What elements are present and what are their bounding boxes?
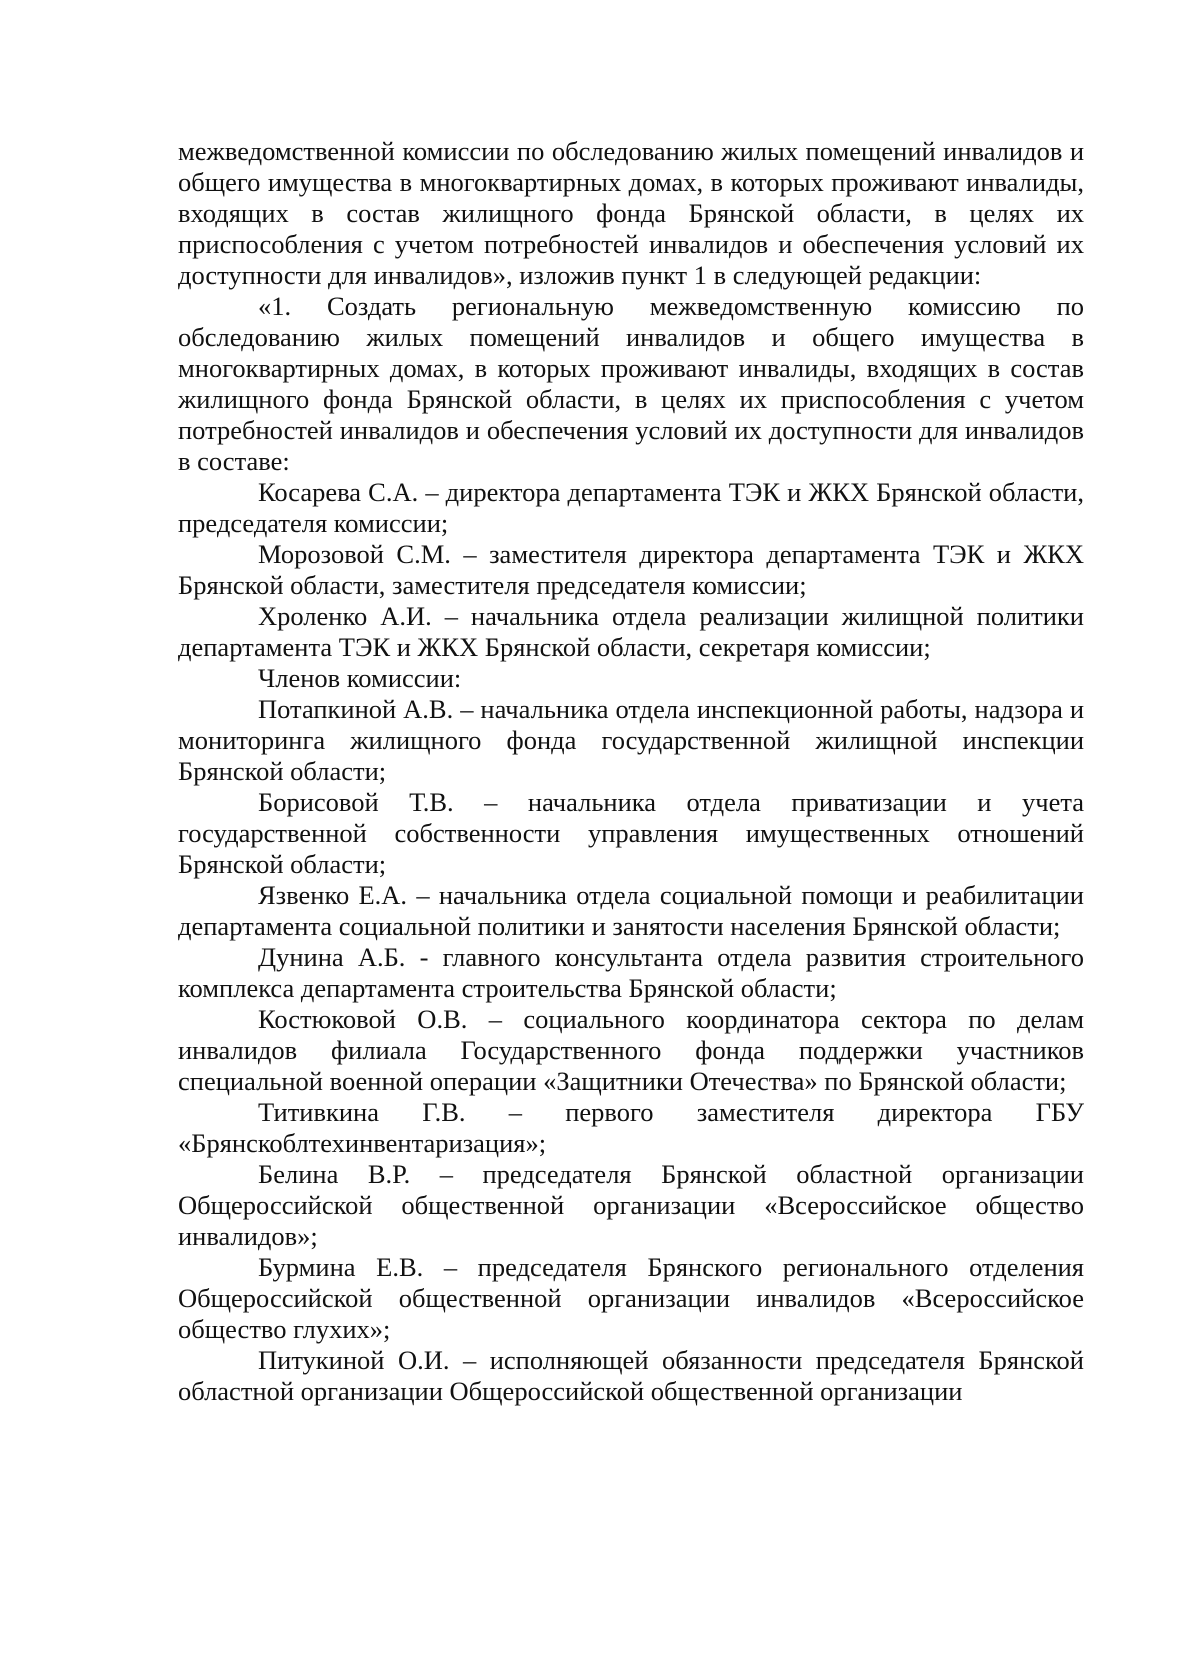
paragraph-member-potapkina: Потапкиной А.В. – начальника отдела инспекционной работы, надзора и мониторинга жилищного фонда государственной жилищной инспекции Брянской области; (178, 694, 1084, 786)
paragraph-member-dunin: Дунина А.Б. - главного консультанта отдела развития строительного комплекса департамента строительства Брянской области; (178, 942, 1084, 1003)
paragraph-members-heading: Членов комиссии: (258, 663, 462, 693)
paragraph-member-kostyukova: Костюковой О.В. – социального координатора сектора по делам инвалидов филиала Государственного фонда поддержки участников специальной военной операции «Защитники Отечества» по Брянской области; (178, 1004, 1084, 1096)
paragraph-intro: межведомственной комиссии по обследованию жилых помещений инвалидов и общего имущества в многоквартирных домах, в которых проживают инвалиды, входящих в состав жилищного фонда Брянской области, в целях их приспособления с учетом потребностей инвалидов и обеспечения условий их доступности для инвалидов», изложив пункт 1 в следующей редакции: (178, 136, 1084, 290)
paragraph-member-morozova: Морозовой С.М. – заместителя директора департамента ТЭК и ЖКХ Брянской области, заместителя председателя комиссии; (178, 539, 1084, 600)
paragraph-item-1: «1. Создать региональную межведомственную комиссию по обследованию жилых помещений инвалидов и общего имущества в многоквартирных домах, в которых проживают инвалиды, входящих в состав жилищного фонда Брянской области, в целях их приспособления с учетом потребностей инвалидов и обеспечения условий их доступности для инвалидов в составе: (178, 291, 1084, 476)
document-body (178, 136, 1084, 1407)
paragraph-member-khrolenko: Хроленко А.И. – начальника отдела реализации жилищной политики департамента ТЭК и ЖКХ Брянской области, секретаря комиссии; (178, 601, 1084, 662)
paragraph-member-kosarev: Косарева С.А. – директора департамента ТЭК и ЖКХ Брянской области, председателя комиссии; (178, 477, 1084, 538)
paragraph-member-pitukina: Питукиной О.И. – исполняющей обязанности председателя Брянской областной организации Общероссийской общественной организации (178, 1345, 1084, 1406)
paragraph-member-burmin: Бурмина Е.В. – председателя Брянского регионального отделения Общероссийской общественной организации инвалидов «Всероссийское общество глухих»; (178, 1252, 1084, 1344)
paragraph-member-belin: Белина В.Р. – председателя Брянской областной организации Общероссийской общественной организации «Всероссийское общество инвалидов»; (178, 1159, 1084, 1251)
paragraph-member-yazvenko: Язвенко Е.А. – начальника отдела социальной помощи и реабилитации департамента социальной политики и занятости населения Брянской области; (178, 880, 1084, 941)
paragraph-member-titivkin: Титивкина Г.В. – первого заместителя директора ГБУ «Брянскоблтехинвентаризация»; (178, 1097, 1084, 1158)
paragraph-member-borisova: Борисовой Т.В. – начальника отдела приватизации и учета государственной собственности управления имущественных отношений Брянской области; (178, 787, 1084, 879)
